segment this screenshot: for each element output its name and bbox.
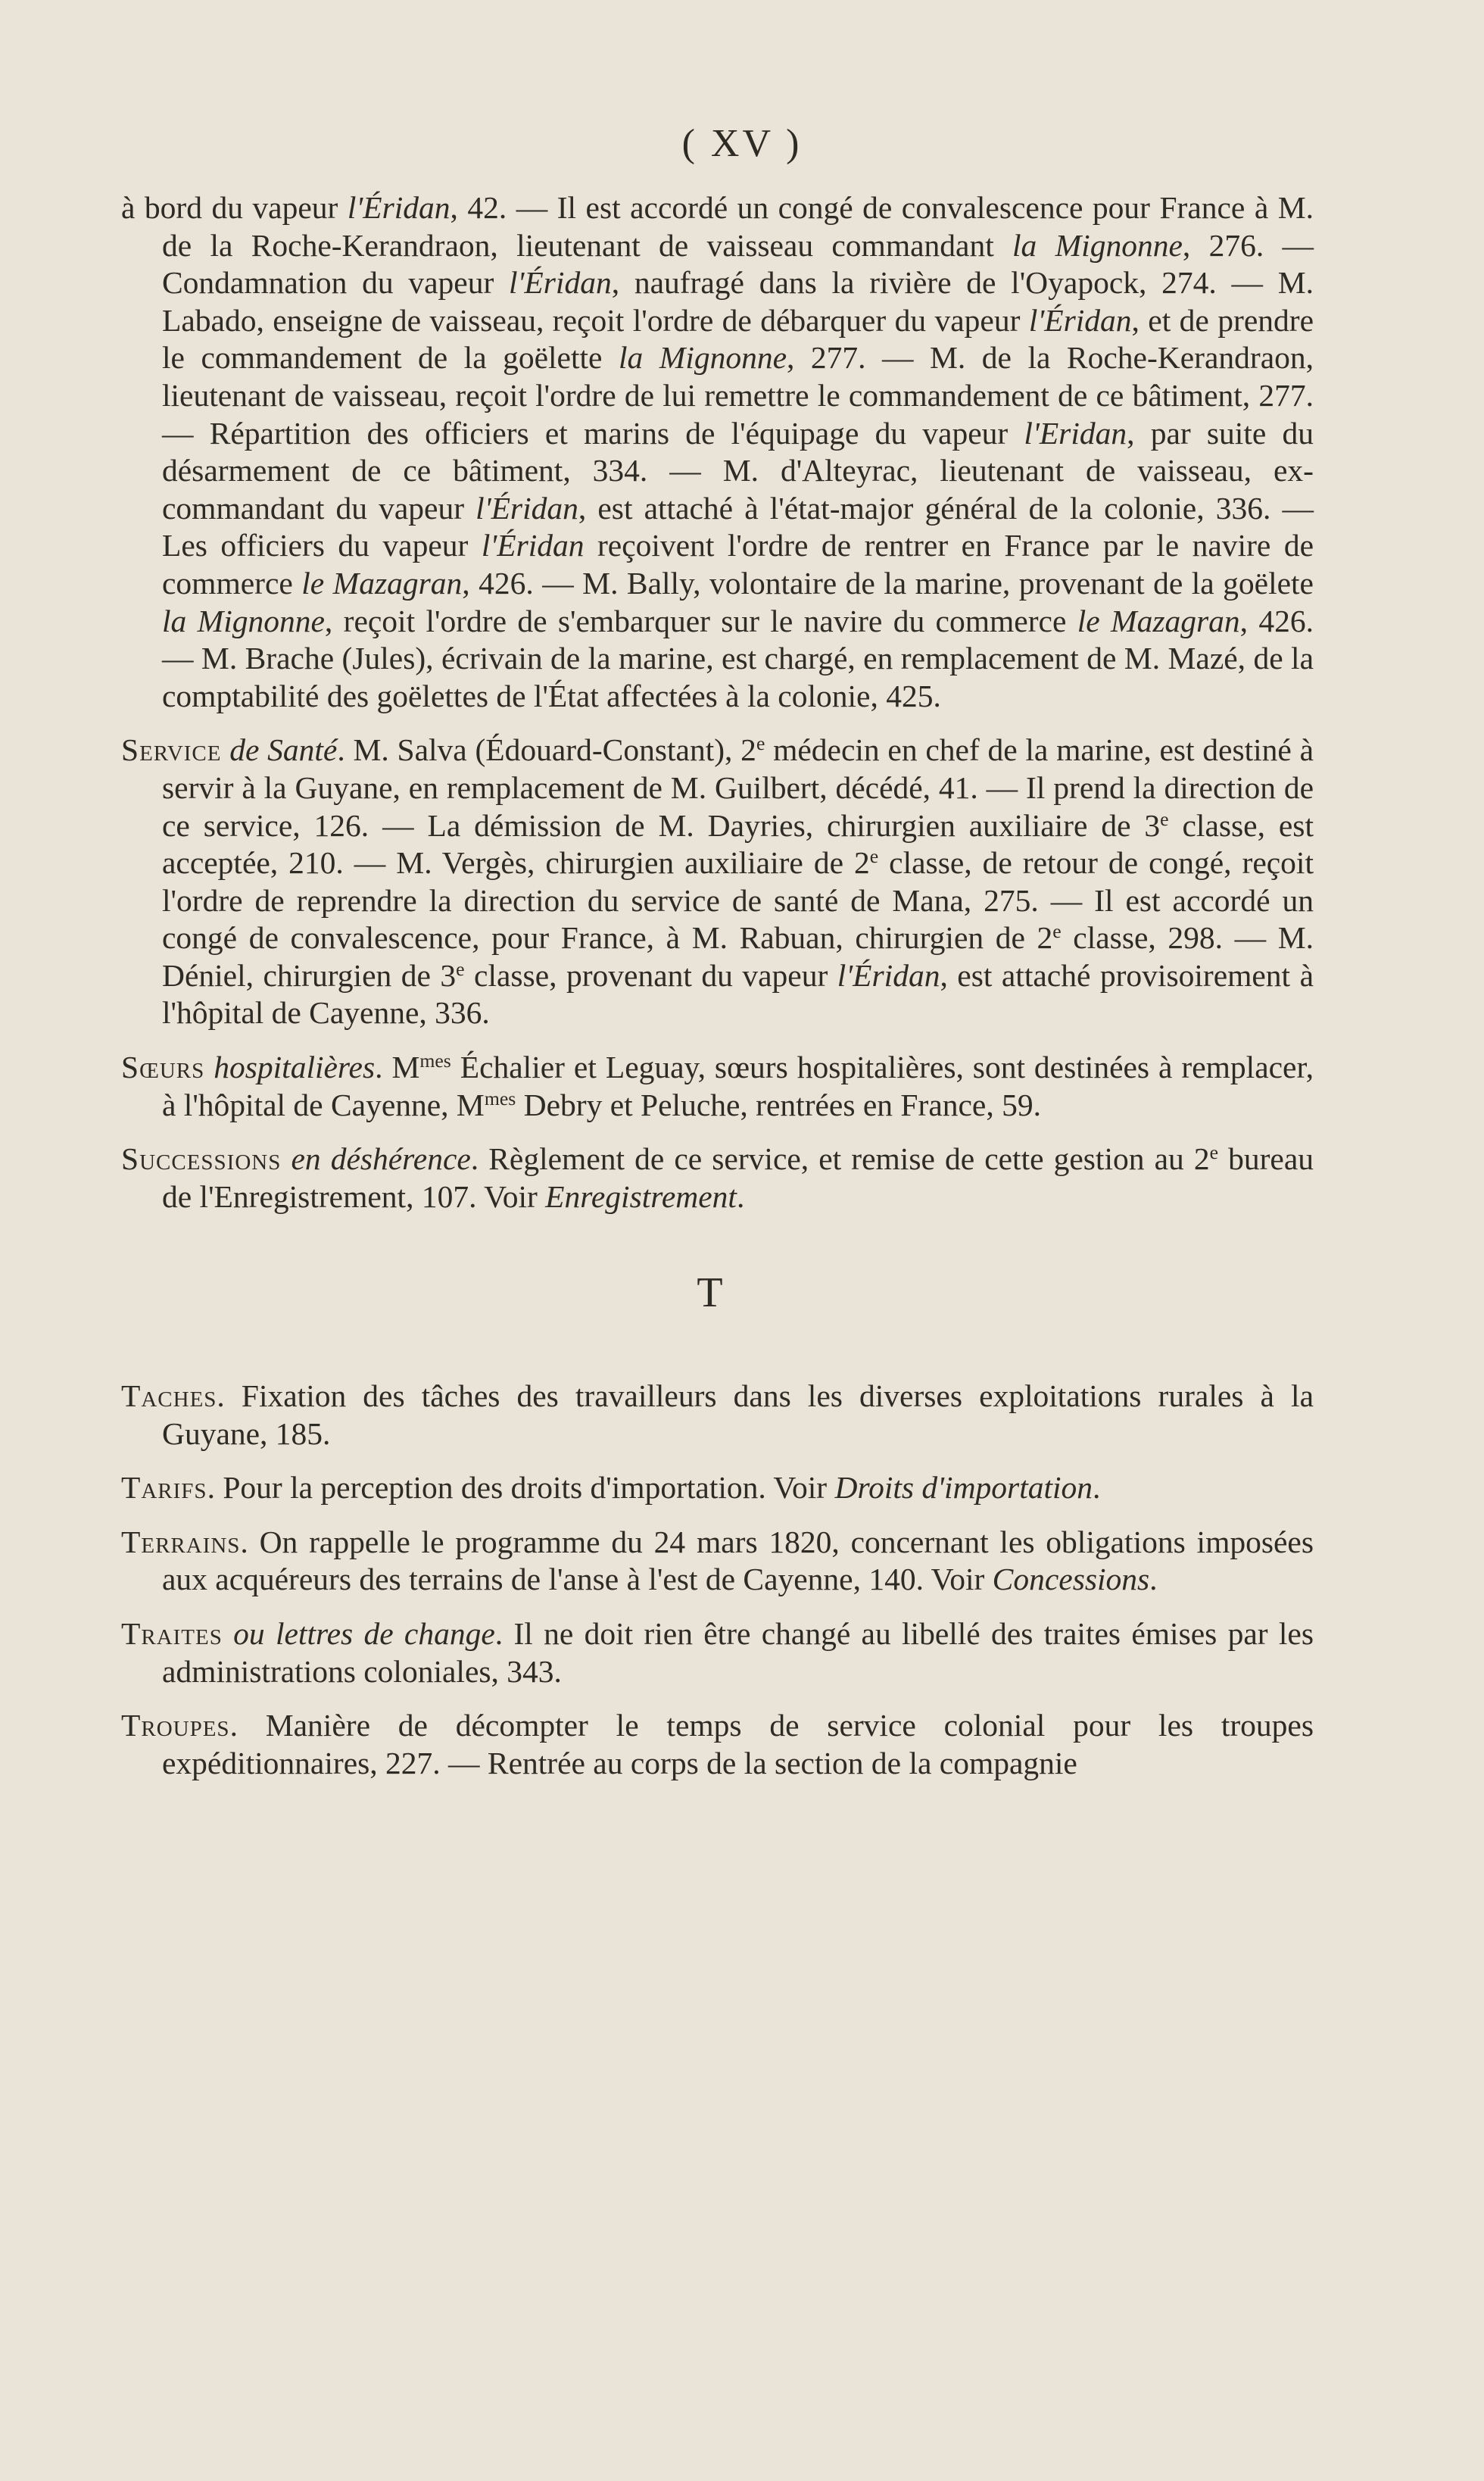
index-entry-text — [121, 1049, 1314, 1124]
entry-text-segment: , et de prendre le commandement de la goëlette — [162, 302, 1314, 376]
entry-text-segment: en déshérence — [281, 1141, 471, 1177]
index-entry-text — [121, 1378, 1314, 1453]
entry-text-segment: . — [736, 1178, 745, 1214]
entry-text-segment: classe, de retour de congé, reçoit l'ordre de reprendre la direction du service de santé de Mana, 275. — Il est accordé un congé de convalescence, pour France, à M. Rabuan, chirurgien de 2 — [162, 845, 1314, 956]
index-entry — [121, 732, 1314, 1032]
index-entry — [121, 1615, 1314, 1690]
entry-heading: Traites — [121, 1616, 223, 1651]
entry-text-segment: l'Éridan — [837, 957, 940, 993]
entry-text-segment: . M — [375, 1050, 420, 1085]
entry-text-segment: . M. Salva (Édouard-Constant), 2 — [337, 732, 756, 768]
entry-text-segment: Échalier et Leguay, sœurs hospitalières, sont destinées à remplacer, à l'hôpital de Cayenne, M — [162, 1050, 1314, 1122]
entry-text-segment: l'Éridan — [475, 490, 578, 526]
index-entry-text — [121, 1469, 1314, 1507]
index-entry — [121, 1049, 1314, 1124]
entry-text-segment: classe, 298. — M. Déniel, chirurgien de 3 — [162, 920, 1314, 993]
superscript: e — [456, 957, 465, 980]
superscript: e — [1209, 1141, 1218, 1164]
index-entry-text — [121, 189, 1314, 715]
superscript: e — [1160, 807, 1169, 830]
entry-text-segment: , 276. — Condamnation du vapeur — [162, 227, 1314, 301]
entry-text-segment: ou lettres de change — [222, 1616, 495, 1651]
entry-text-segment: reçoivent l'ordre de rentrer en France par le navire de commerce — [162, 528, 1314, 601]
index-entry-text — [121, 1615, 1314, 1690]
entry-heading: Tarifs — [121, 1470, 207, 1506]
index-entry — [121, 1707, 1314, 1782]
index-entry-text — [121, 1707, 1314, 1782]
entry-text-segment: la Mignonne — [1012, 227, 1183, 263]
page-number: ( XV ) — [681, 122, 803, 165]
entry-text-segment: . Manière de décompter le temps de service colonial pour les troupes expéditionnaires, 227. — Rentrée au corps de la section de la compagnie — [162, 1708, 1314, 1780]
entry-text-segment: . Fixation des tâches des travailleurs dans les diverses exploitations rurales à la Guyane, 185. — [162, 1378, 1314, 1451]
entry-text-segment: à bord du vapeur — [121, 190, 348, 225]
entry-text-segment: le Mazagran — [301, 565, 463, 601]
entry-text-segment: , naufragé dans la rivière de l'Oyapock, 274. — M. Labado, enseigne de vaisseau, reçoit l'ordre de débarquer du vapeur — [162, 265, 1314, 338]
superscript: e — [869, 844, 879, 867]
entry-heading: Sœurs — [121, 1050, 205, 1085]
entry-text-segment: la Mignonne — [162, 603, 325, 638]
entry-text-segment: . — [1149, 1562, 1158, 1597]
entries-group-s — [121, 189, 1314, 1216]
index-entry — [121, 1524, 1314, 1599]
entry-heading: Taches — [121, 1378, 217, 1414]
entry-text-segment: Debry et Peluche, rentrées en France, 59. — [516, 1087, 1041, 1122]
superscript: e — [1052, 920, 1062, 943]
entry-text-segment: . — [1093, 1470, 1101, 1506]
superscript: e — [756, 732, 765, 755]
entry-text-segment: . Règlement de ce service, et remise de cette gestion au 2 — [470, 1141, 1210, 1177]
index-text — [121, 189, 1314, 1799]
entry-text-segment: bureau de l'Enregistrement, 107. Voir — [162, 1141, 1314, 1214]
entries-group-t — [121, 1378, 1314, 1782]
entry-text-segment: , est attaché à l'état-major général de la colonie, 336. — Les officiers du vapeur — [162, 490, 1314, 563]
superscript: mes — [484, 1087, 516, 1109]
entry-text-segment: Concessions — [992, 1562, 1150, 1597]
section-letter: T — [697, 1269, 723, 1317]
entry-heading: Terrains — [121, 1524, 241, 1559]
superscript: mes — [419, 1049, 451, 1072]
entry-text-segment: , est attaché provisoirement à l'hôpital de Cayenne, 336. — [162, 957, 1314, 1031]
entry-heading: Successions — [121, 1141, 282, 1177]
entry-text-segment: classe, est acceptée, 210. — M. Vergès, chirurgien auxiliaire de 2 — [162, 807, 1314, 881]
entry-text-segment: , 426. — M. Bally, volontaire de la marine, provenant de la goëlete — [462, 565, 1314, 601]
entry-text-segment: , reçoit l'ordre de s'embarquer sur le navire du commerce — [324, 603, 1077, 638]
entry-text-segment: Enregistrement — [545, 1178, 737, 1214]
entry-text-segment: Droits d'importation — [834, 1470, 1093, 1506]
entry-text-segment: , 426. — M. Brache (Jules), écrivain de la marine, est chargé, en remplacement de M. Mazé, de la comptabilité des goëlettes de l'État affectées à la colonie, 425. — [162, 603, 1314, 713]
entry-text-segment: la Mignonne — [618, 340, 787, 376]
entry-text-segment: l'Eridan — [1024, 415, 1127, 451]
entry-text-segment: hospitalières — [204, 1050, 376, 1085]
index-entry — [121, 1469, 1314, 1507]
entry-text-segment: médecin en chef de la marine, est destiné à servir à la Guyane, en remplacement de M. Guilbert, décédé, 41. — Il prend la direction de ce service, 126. — La démission de M. Dayries, chirurgien auxiliaire de 3 — [162, 732, 1314, 843]
entry-text-segment: l'Éridan — [509, 265, 612, 301]
entry-text-segment: . Il ne doit rien être changé au libellé des traites émises par les administrations coloniales, 343. — [162, 1616, 1314, 1689]
entry-text-segment: l'Éridan — [347, 190, 450, 225]
entry-text-segment: le Mazagran — [1077, 603, 1240, 638]
entry-text-segment: classe, provenant du vapeur — [464, 957, 837, 993]
entry-text-segment: l'Éridan — [481, 528, 585, 563]
entry-text-segment: . Pour la perception des droits d'importation. Voir — [207, 1470, 835, 1506]
index-entry — [121, 1378, 1314, 1453]
entry-heading: Troupes — [121, 1708, 230, 1743]
index-entry — [121, 1141, 1314, 1216]
index-entry-text — [121, 732, 1314, 1032]
entry-text-segment: , 277. — M. de la Roche-Kerandraon, lieutenant de vaisseau, reçoit l'ordre de lui remettre le commandement de ce bâtiment, 277. — Répartition des officiers et marins de l'équipage du vapeur — [162, 340, 1314, 451]
entry-text-segment: , par suite du désarmement de ce bâtiment, 334. — M. d'Alteyrac, lieutenant de vaisseau, ex-commandant du vapeur — [162, 415, 1314, 526]
entry-text-segment: , 42. — Il est accordé un congé de convalescence pour France à M. de la Roche-Kerandraon, lieutenant de vaisseau commandant — [162, 190, 1314, 263]
entry-text-segment: de Santé — [221, 732, 338, 768]
index-entry-text — [121, 1141, 1314, 1216]
index-entry-text — [121, 1524, 1314, 1599]
index-entry — [121, 189, 1314, 715]
entry-text-segment: . On rappelle le programme du 24 mars 1820, concernant les obligations imposées aux acquéreurs des terrains de l'anse à l'est de Cayenne, 140. Voir — [162, 1524, 1314, 1597]
entry-heading: Service — [121, 732, 222, 768]
entry-text-segment: l'Éridan — [1028, 302, 1132, 338]
